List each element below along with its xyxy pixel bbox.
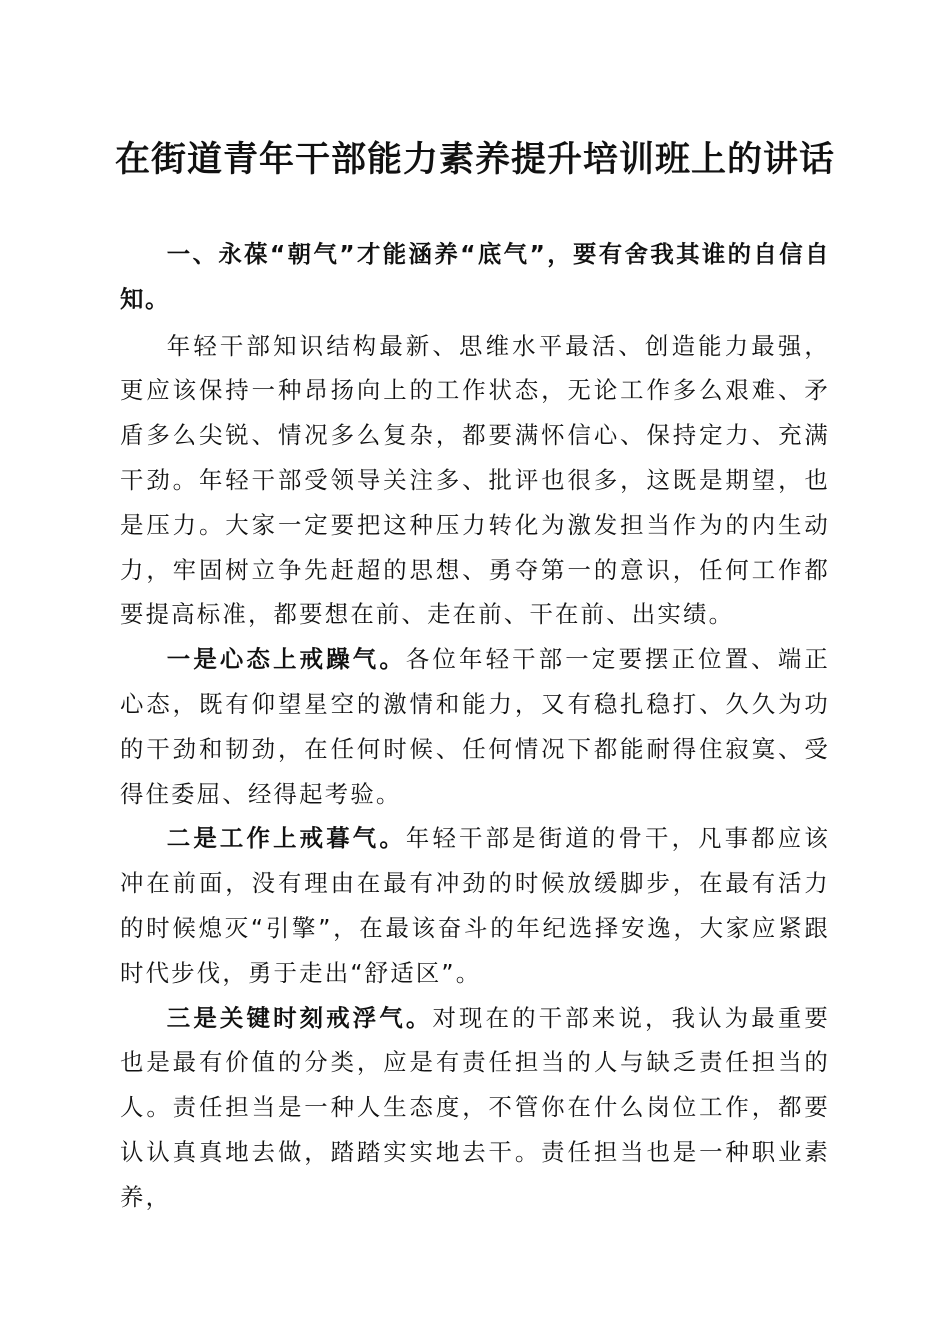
point-text: 年轻干部是街道的骨干，凡事都应该冲在前面，没有理由在最有冲劲的时候放缓脚步，在最有活力的时候熄灭“引擎”，在最该奋斗的年纪选择安逸，大家应紧跟时代步伐，勇于走出“舒适区”。 <box>120 824 830 987</box>
document-body <box>120 232 830 1220</box>
document-title: 在街道青年干部能力素养提升培训班上的讲话 <box>114 139 835 180</box>
paragraph-point-3 <box>120 996 830 1220</box>
point-lead: 二是工作上戒暮气。 <box>166 824 406 853</box>
point-lead: 一是心态上戒躁气。 <box>166 645 406 674</box>
point-text: 对现在的干部来说，我认为最重要也是最有价值的分类，应是有责任担当的人与缺乏责任担当的人。责任担当是一种人生态度，不管你在什么岗位工作，都要认认真真地去做，踏踏实实地去干。责任担当也是一种职业素养， <box>120 1003 830 1211</box>
paragraph <box>120 324 830 638</box>
section-heading: 一、永葆“朝气”才能涵养“底气”，要有舍我其谁的自信自知。 <box>120 240 830 313</box>
paragraph-text: 年轻干部知识结构最新、思维水平最活、创造能力最强，更应该保持一种昂扬向上的工作状态，无论工作多么艰难、矛盾多么尖锐、情况多么复杂，都要满怀信心、保持定力、充满干劲。年轻干部受领导关注多、批评也很多，这既是期望，也是压力。大家一定要把这种压力转化为激发担当作为的内生动力，牢固树立争先赶超的思想、勇夺第一的意识，任何工作都要提高标准，都要想在前、走在前、干在前、出实绩。 <box>120 331 830 629</box>
paragraph-point-1 <box>120 637 830 816</box>
paragraph-point-2 <box>120 816 830 995</box>
point-lead: 三是关键时刻戒浮气。 <box>166 1003 433 1032</box>
point-text: 各位年轻干部一定要摆正位置、端正心态，既有仰望星空的激情和能力，又有稳扎稳打、久久为功的干劲和韧劲，在任何时候、任何情况下都能耐得住寂寞、受得住委屈、经得起考验。 <box>120 645 830 808</box>
